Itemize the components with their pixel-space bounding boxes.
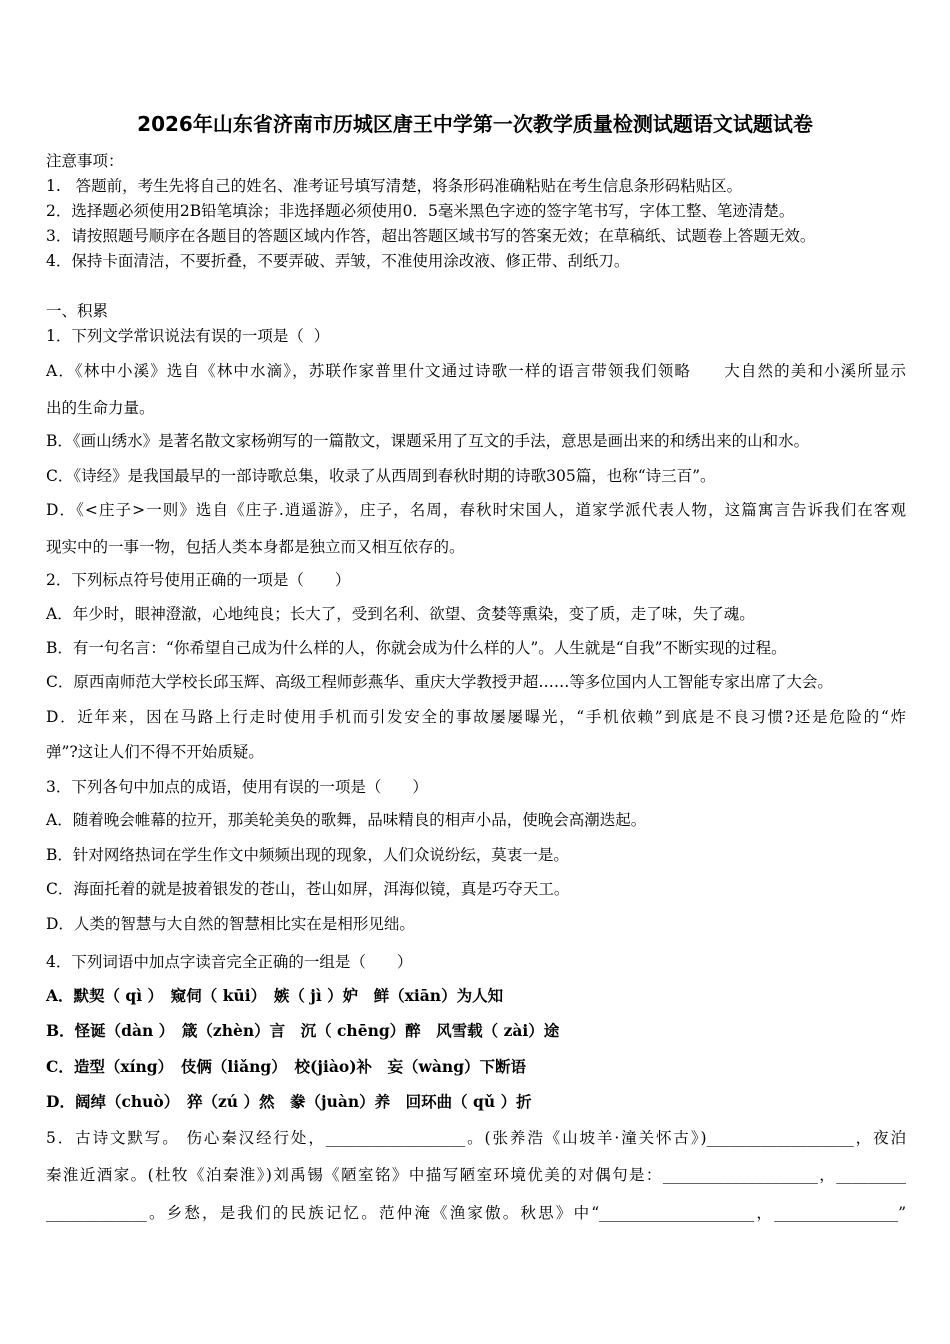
- notice-item: 4．保持卡面清洁，不要折叠，不要弄破、弄皱，不准使用涂改液、修正带、刮纸刀。: [46, 252, 630, 270]
- notice-item: 1. 答题前，考生先将自己的姓名、准考证号填写清楚，将条形码准确粘贴在考生信息条形码粘贴区。: [46, 177, 743, 195]
- option-line: A．随着晚会帷幕的拉开，那美轮美奂的歌舞，品味精良的相声小品，使晚会高潮迭起。: [46, 811, 647, 829]
- notice-item: 3．请按照题号顺序在各题目的答题区域内作答，超出答题区域书写的答案无效；在草稿纸、试题卷上答题无效。: [46, 227, 816, 245]
- option-line: D．《<庄子>一则》选自《庄子.逍遥游》，庄子，名周，春秋时宋国人，道家学派代表人物，这篇寓言告诉我们在客观: [46, 501, 906, 519]
- question-stem: 4．下列词语中加点字读音完全正确的一组是（ ）: [46, 953, 413, 971]
- question-stem: 5．古诗文默写。 伤心秦汉经行处，__________________。(张养浩《山坡羊·潼关怀古》)___________________，夜泊: [46, 1129, 906, 1147]
- option-line: 秦淮近酒家。(杜牧《泊秦淮》)刘禹锡《陋室铭》中描写陋室环境优美的对偶句是：____________________，_________: [46, 1166, 906, 1184]
- option-line: D．阔绰（chuò） 猝（zú ）然 豢（juàn）养 回环曲（ qǔ ）折: [46, 1092, 532, 1111]
- option-line: 现实中的一事一物，包括人类本身都是独立而又相互依存的。: [46, 538, 465, 556]
- option-line: B．《画山绣水》是著名散文家杨朔写的一篇散文，课题采用了互文的手法，意思是画出来的和绣出来的山和水。: [46, 432, 810, 450]
- option-line: D．近年来，因在马路上行走时使用手机而引发安全的事故屡屡曝光，“手机依赖”到底是不良习惯?还是危险的“炸: [46, 708, 906, 726]
- section-heading: 一、积累: [46, 302, 109, 320]
- option-line: C．原西南师范大学校长邱玉辉、高级工程师彭燕华、重庆大学教授尹超……等多位国内人工智能专家出席了大会。: [46, 673, 833, 691]
- option-line: D．人类的智慧与大自然的智慧相比实在是相形见绌。: [46, 915, 415, 933]
- option-line: A．年少时，眼神澄澈，心地纯良；长大了，受到名利、欲望、贪婪等熏染，变了质，走了味，失了魂。: [46, 605, 755, 623]
- option-line: C．海面托着的就是披着银发的苍山，苍山如屏，洱海似镜，真是巧夺天工。: [46, 880, 570, 898]
- option-line: B．有一句名言：“你希望自己成为什么样的人，你就会成为什么样的人”。人生就是“自我”不断实现的过程。: [46, 639, 787, 657]
- question-stem: 1．下列文学常识说法有误的一项是（ ）: [46, 327, 330, 345]
- question-stem: 2．下列标点符号使用正确的一项是（ ）: [46, 571, 351, 589]
- option-line: A．《林中小溪》选自《林中水滴》，苏联作家普里什文通过诗歌一样的语言带领我们领略 大自然的美和小溪所显示: [46, 362, 906, 380]
- option-line: 出的生命力量。: [46, 399, 155, 417]
- option-line: B．针对网络热词在学生作文中频频出现的现象，人们众说纷纭，莫衷一是。: [46, 846, 569, 864]
- option-line: C．《诗经》是我国最早的一部诗歌总集，收录了从西周到春秋时期的诗歌305篇，也称“诗三百”。: [46, 467, 716, 485]
- option-line: _____________。乡愁，是我们的民族记忆。范仲淹《渔家傲。秋思》中“____________________，________________”: [46, 1204, 906, 1222]
- option-line: 弹”?这让人们不得不开始质疑。: [46, 743, 264, 761]
- notice-item: 2．选择题必须使用2B铅笔填涂；非选择题必须使用0．5毫米黑色字迹的签字笔书写，字体工整、笔迹清楚。: [46, 202, 795, 220]
- option-line: B．怪诞（dàn ） 箴（zhèn）言 沉（ chēng）醉 风雪载（ zài）途: [46, 1021, 560, 1040]
- page-title: 2026年山东省济南市历城区唐王中学第一次教学质量检测试题语文试题试卷: [137, 112, 813, 136]
- option-line: A．默契（ qì ） 窥伺（ kūi） 嫉（ jì ）妒 鲜（xiān）为人知: [46, 986, 504, 1005]
- option-line: C．造型（xíng） 伎俩（liǎng） 校(jiào)补 妄（wàng）下断语: [46, 1057, 527, 1076]
- notice-heading: 注意事项：: [46, 152, 124, 170]
- question-stem: 3．下列各句中加点的成语，使用有误的一项是（ ）: [46, 778, 428, 796]
